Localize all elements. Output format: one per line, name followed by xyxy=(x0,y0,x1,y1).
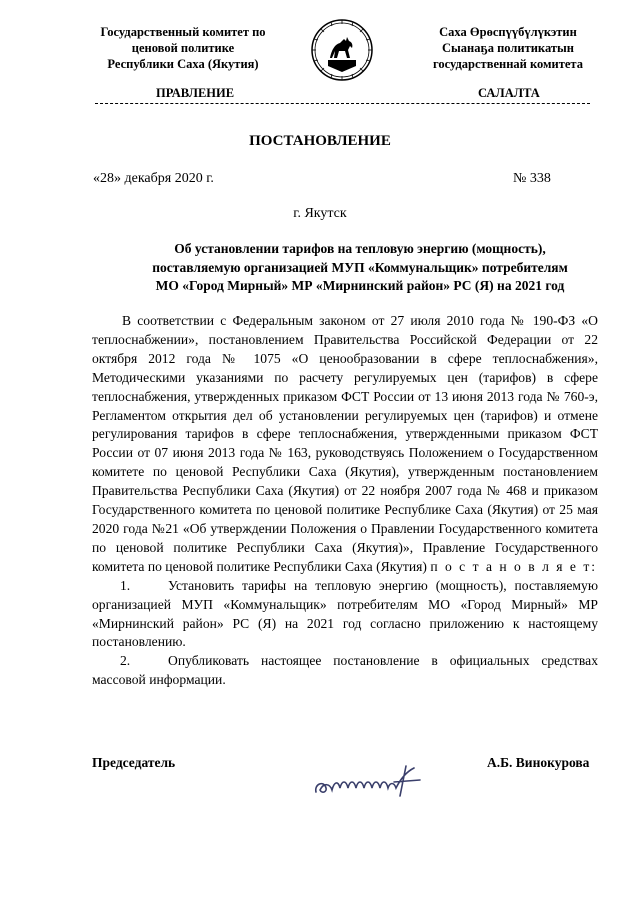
item-number: 1. xyxy=(120,577,131,593)
document-number: № 338 xyxy=(513,171,551,186)
organization-name-russian xyxy=(78,24,288,72)
preamble-paragraph xyxy=(92,312,598,577)
resolves-text: п о с т а н о в л я е т: xyxy=(430,558,598,574)
organization-name-yakut xyxy=(408,24,608,72)
board-label-russian: ПРАВЛЕНИЕ xyxy=(156,86,235,100)
resolution-item xyxy=(92,577,598,653)
subject-line: МО «Город Мирный» МР «Мирнинский район» РС (Я) на 2021 год xyxy=(155,278,565,293)
header-right-line: Саха Өрөспүүбүлүкэтин xyxy=(439,25,577,39)
signatory-title: Председатель xyxy=(92,755,176,770)
document-body xyxy=(92,312,598,690)
subject-line: Об установлении тарифов на тепловую энергию (мощность), xyxy=(174,241,546,256)
handwritten-signature-icon xyxy=(310,762,430,802)
header-divider xyxy=(95,103,590,104)
document-subject xyxy=(130,240,590,296)
item-text: Установить тарифы на тепловую энергию (мощность), поставляемую организацией МУП «Коммунальщик» потребителям МО «Город Мирный» МР «Мирнинский район» РС (Я) на 2021 год согласно приложению к настоящему постановлению. xyxy=(92,577,598,650)
header-left-line: Государственный комитет по xyxy=(100,25,266,39)
document-city: г. Якутск xyxy=(293,206,347,221)
signatory-name: А.Б. Винокурова xyxy=(487,755,590,770)
header-left-line: Республики Саха (Якутия) xyxy=(107,57,259,71)
resolution-item xyxy=(92,652,598,690)
item-text: Опубликовать настоящее постановление в официальных средствах массовой информации. xyxy=(92,653,598,688)
subject-line: поставляемую организацией МУП «Коммунальщик» потребителям xyxy=(152,259,568,275)
document-title: ПОСТАНОВЛЕНИЕ xyxy=(249,133,391,149)
header-right-line: государственнай комитета xyxy=(433,57,583,71)
document-date: «28» декабря 2020 г. xyxy=(93,171,214,186)
item-number: 2. xyxy=(120,653,131,669)
header-right-line: Сыанаҕа политикатын xyxy=(442,41,574,55)
board-label-yakut: САЛАЛТА xyxy=(478,86,540,100)
preamble-text: В соответствии с Федеральным законом от 27 июля 2010 года № 190-ФЗ «О теплоснабжении», постановлением Правительства Российской Федерации от 22 октября 2012 года № 1075 «О ценообразовании в сфере теплоснабжения», Методическими указаниями по расчету регулируемых цен (тарифов) в сфере теплоснабжения, утвержденных приказом ФСТ России от 13 июня 2013 года № 760-э, Регламентом открытия дел об установлении регулируемых цен (тарифов) и отмене регулирования тарифов в сфере теплоснабжения, утвержденными приказом ФСТ России от 07 июня 2013 года № 163, руководствуясь Положением о Государственном комитете по ценовой Республики Саха (Якутия), утвержденным постановлением Правительства Республики Саха (Якутия) от 22 ноября 2007 года № 468 и приказом Государственного комитета по ценовой политике Республике Саха (Якутия) от 25 мая 2020 года №21 «Об утверждении Положения о Правлении Государственного комитета по ценовой политике Республики Саха (Якутия)», Правление Государственного комитета по ценовой политике Республики Саха (Якутия) xyxy=(92,313,598,574)
coat-of-arms-icon xyxy=(310,18,374,82)
header-left-line: ценовой политике xyxy=(131,41,235,55)
